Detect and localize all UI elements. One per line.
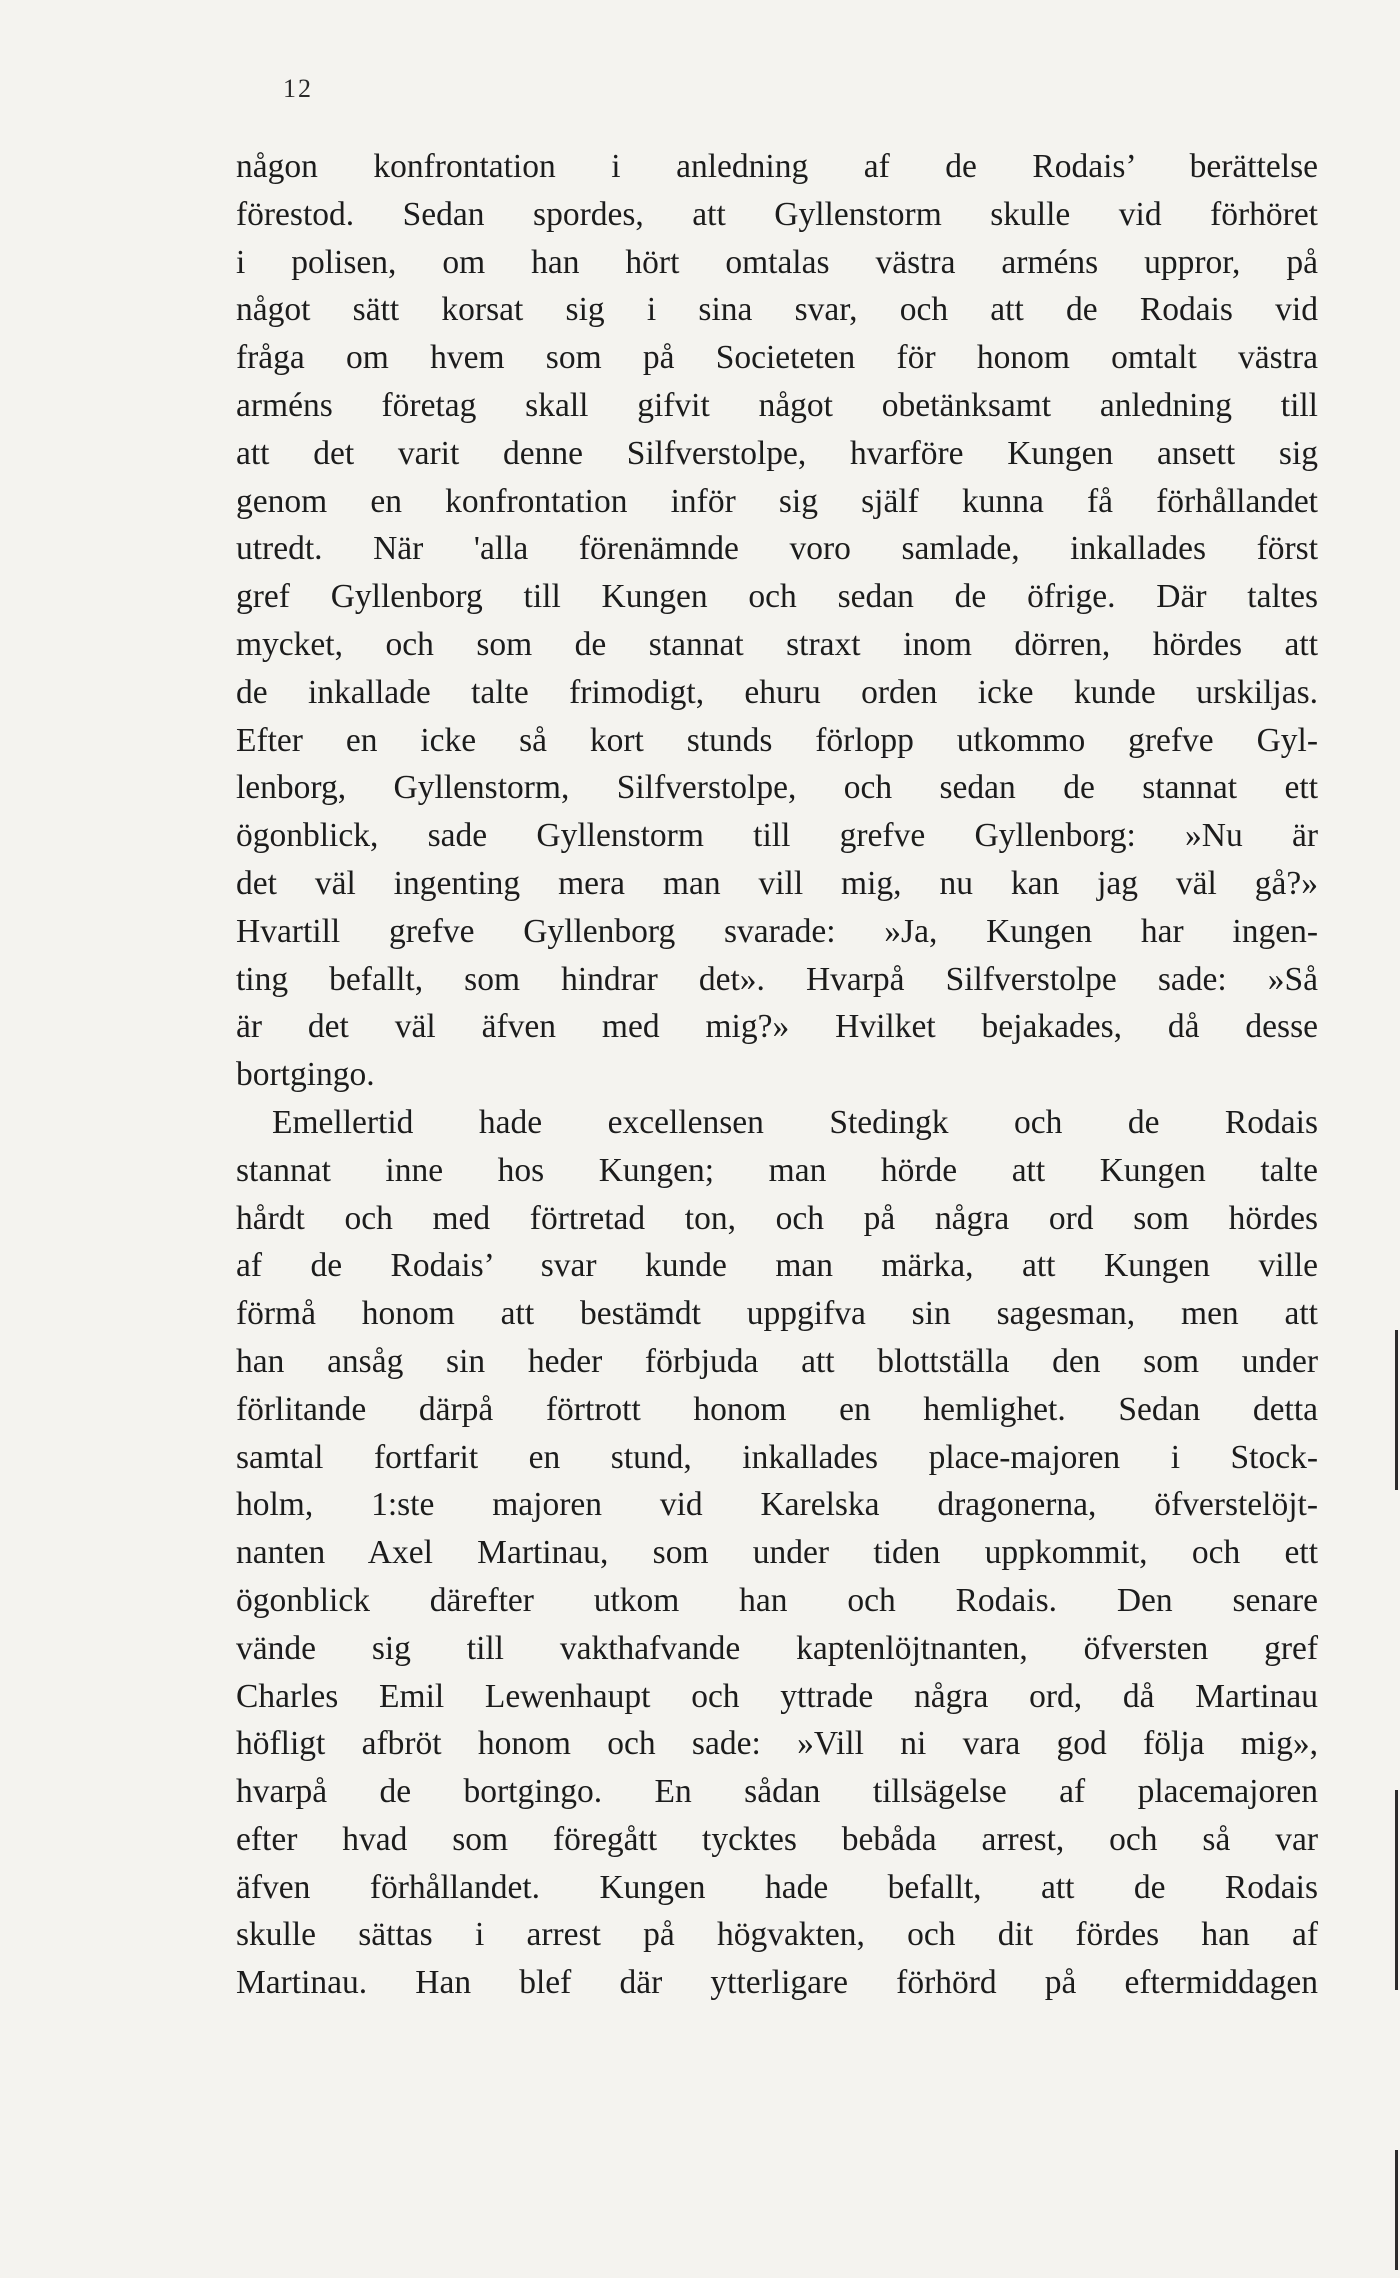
text-line: genom en konfrontation inför sig själf kunna få förhållandet xyxy=(236,482,1318,520)
text-line: vände sig till vakthafvande kaptenlöjtnanten, öfversten gref xyxy=(236,1629,1318,1667)
text-line: arméns företag skall gifvit något obetänksamt anledning till xyxy=(236,386,1318,424)
text-line: förmå honom att bestämdt uppgifva sin sagesman, men att xyxy=(236,1295,1318,1333)
text-line: något sätt korsat sig i sina svar, och att de Rodais vid xyxy=(236,291,1318,329)
text-line: lenborg, Gyllenstorm, Silfverstolpe, och sedan de stannat ett xyxy=(236,769,1318,807)
text-line: han ansåg sin heder förbjuda att blottställa den som under xyxy=(236,1342,1318,1380)
text-line: ting befallt, som hindrar det». Hvarpå Silfverstolpe sade: »Så xyxy=(236,960,1318,998)
text-line: de inkallade talte frimodigt, ehuru orden icke kunde urskiljas. xyxy=(236,673,1318,711)
text-line: förestod. Sedan spordes, att Gyllenstorm skulle vid förhöret xyxy=(236,195,1318,233)
text-line: efter hvad som föregått tycktes bebåda arrest, och så var xyxy=(236,1820,1318,1858)
text-line: det väl ingenting mera man vill mig, nu kan jag väl gå?» xyxy=(236,864,1318,902)
text-line: fråga om hvem som på Societeten för honom omtalt västra xyxy=(236,339,1318,377)
text-line: Martinau. Han blef där ytterligare förhörd på eftermiddagen xyxy=(236,1964,1318,2002)
text-line: någon konfrontation i anledning af de Rodais’ berättelse xyxy=(236,148,1318,185)
text-line: gref Gyllenborg till Kungen och sedan de öfrige. Där taltes xyxy=(236,578,1318,616)
text-line: äfven förhållandet. Kungen hade befallt, att de Rodais xyxy=(236,1868,1318,1906)
text-line: af de Rodais’ svar kunde man märka, att Kungen ville xyxy=(236,1247,1318,1285)
text-line: att det varit denne Silfverstolpe, hvarföre Kungen ansett sig xyxy=(236,434,1318,472)
text-line: utredt. När 'alla förenämnde voro samlade, inkallades först xyxy=(236,530,1318,568)
text-line: Charles Emil Lewenhaupt och yttrade några ord, då Martinau xyxy=(236,1677,1318,1715)
text-line: i polisen, om han hört omtalas västra arméns uppror, på xyxy=(236,243,1318,281)
text-line: hvarpå de bortgingo. En sådan tillsägelse af placemajoren xyxy=(236,1773,1318,1811)
text-line: ögonblick, sade Gyllenstorm till grefve Gyllenborg: »Nu är xyxy=(236,817,1318,855)
text-line: Hvartill grefve Gyllenborg svarade: »Ja, Kungen har ingen- xyxy=(236,912,1318,950)
text-line: mycket, och som de stannat straxt inom dörren, hördes att xyxy=(236,625,1318,663)
text-line: ögonblick därefter utkom han och Rodais. Den senare xyxy=(236,1581,1318,1619)
text-line: hårdt och med förtretad ton, och på några ord som hördes xyxy=(236,1199,1318,1237)
text-line: höfligt afbröt honom och sade: »Vill ni vara god följa mig», xyxy=(236,1725,1318,1763)
text-line: samtal fortfarit en stund, inkallades place-majoren i Stock- xyxy=(236,1438,1318,1476)
text-line: stannat inne hos Kungen; man hörde att Kungen talte xyxy=(236,1151,1318,1189)
body-text xyxy=(236,143,1318,2007)
page-number: 12 xyxy=(283,74,313,103)
page-edge-shadow xyxy=(1395,1790,1398,1990)
text-line: bortgingo. xyxy=(236,1056,375,1094)
page-edge-shadow xyxy=(1395,2150,1398,2270)
text-line: Emellertid hade excellensen Stedingk och de Rodais xyxy=(272,1103,1318,1141)
text-line: förlitande därpå förtrott honom en hemlighet. Sedan detta xyxy=(236,1390,1318,1428)
text-line: holm, 1:ste majoren vid Karelska dragonerna, öfverstelöjt- xyxy=(236,1486,1318,1524)
text-line: är det väl äfven med mig?» Hvilket bejakades, då desse xyxy=(236,1008,1318,1046)
text-line: skulle sättas i arrest på högvakten, och dit fördes han af xyxy=(236,1916,1318,1954)
text-line: nanten Axel Martinau, som under tiden uppkommit, och ett xyxy=(236,1534,1318,1572)
page-edge-shadow xyxy=(1395,1330,1398,1490)
text-line: Efter en icke så kort stunds förlopp utkommo grefve Gyl- xyxy=(236,721,1318,759)
